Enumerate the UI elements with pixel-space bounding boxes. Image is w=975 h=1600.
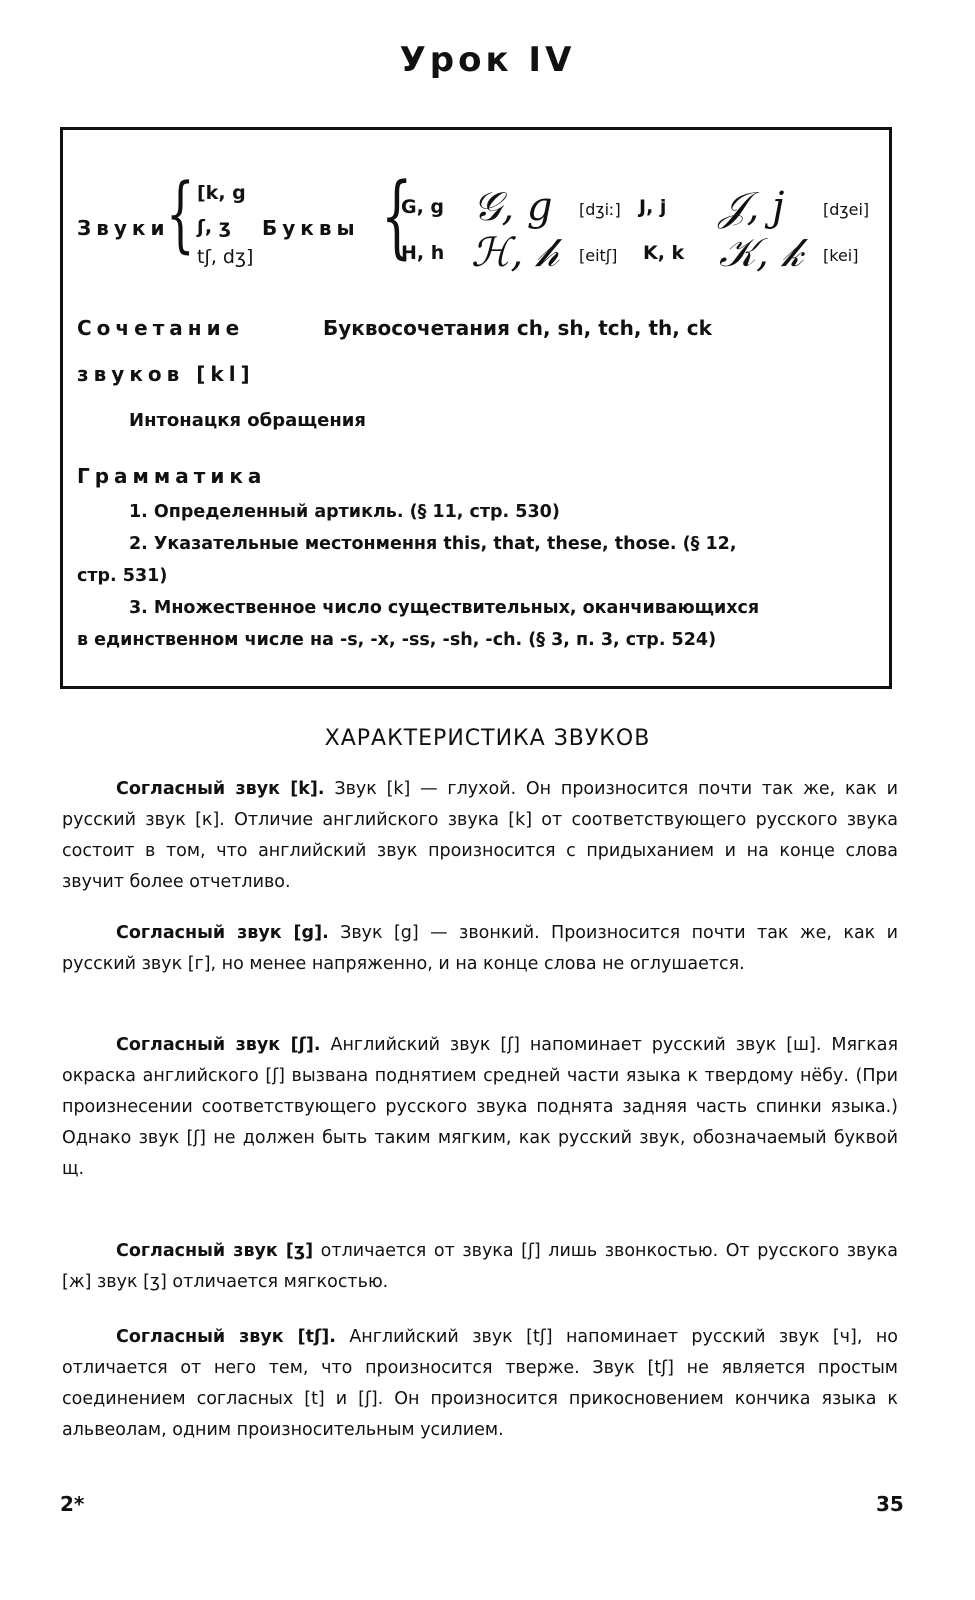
letter-k-transcription: [kei] [823, 246, 859, 265]
letter-j-script: 𝒥, 𝑗 [719, 184, 785, 230]
paragraph-sh-text: Английский звук [ʃ] напоминает русский звук [ш]. Мягкая окраска английского [ʃ] вызвана поднятием средней части языка к твердому нёбу. (При произнесении соответствующего русского звука поднята задняя часть спинки языка.) Однако звук [ʃ] не должен быть таким мягким, как русский звук, обозначаемый буквой щ. [62, 1035, 898, 1179]
paragraph-ch-lead: Согласный звук [tʃ]. [116, 1327, 336, 1347]
letter-j-transcription: [dʒei] [823, 200, 870, 219]
letter-g-transcription: [dʒiː] [579, 200, 621, 219]
paragraph-sh [62, 1030, 898, 1185]
paragraph-zh-lead: Согласный звук [ʒ] [116, 1241, 314, 1261]
page-title: Урок IV [399, 40, 576, 80]
letter-k-script: 𝒦, 𝓀 [719, 230, 804, 276]
sounds-line-2: ʃ, ʒ [197, 216, 231, 238]
sounds-label: Звуки [77, 216, 170, 240]
lesson-summary-box [60, 127, 892, 689]
grammar-item-3-cont: в единственном числе на -s, -x, -ss, -sh, -ch. (§ 3, п. 3, стр. 524) [77, 630, 717, 650]
grammar-item-3: 3. Множественное число существительных, оканчивающихся [129, 598, 760, 618]
letter-h-script: ℋ, 𝒽 [471, 230, 559, 276]
page-number: 35 [876, 1492, 904, 1516]
letter-h-print: H, h [401, 242, 445, 264]
combination-label: Сочетание [77, 316, 245, 340]
paragraph-g-lead: Согласный звук [g]. [116, 923, 329, 943]
section-heading: ХАРАКТЕРИСТИКА ЗВУКОВ [324, 726, 651, 751]
paragraph-k [62, 774, 898, 898]
grammar-item-1: 1. Определенный артикль. (§ 11, стр. 530) [129, 502, 560, 522]
sounds-brace: { [166, 167, 195, 262]
paragraph-ch-text: Английский звук [tʃ] напоминает русский звук [ч], но отличается от него тем, что произносится тверже. Звук [tʃ] не является простым соединением согласных [t] и [ʃ]. Он произносится прикосновением кончика языка к альвеолам, одним произносительным усилием. [62, 1327, 898, 1440]
sounds-line-3: tʃ, dʒ] [197, 246, 254, 268]
grammar-item-2-cont: стр. 531) [77, 566, 168, 586]
combination-label-line-2: звуков [kl] [77, 362, 255, 386]
letter-g-print: G, g [401, 196, 445, 218]
letter-combinations: Буквосочетания ch, sh, tch, th, ck [323, 316, 712, 340]
letter-j-print: J, j [639, 196, 667, 218]
paragraph-k-lead: Согласный звук [k]. [116, 779, 325, 799]
grammar-label: Грамматика [77, 464, 267, 488]
signature-mark: 2* [60, 1492, 85, 1516]
grammar-item-2: 2. Указательные местонмення this, that, these, those. (§ 12, [129, 534, 737, 554]
paragraph-sh-lead: Согласный звук [ʃ]. [116, 1035, 321, 1055]
letter-g-script: 𝒢, 𝑔 [473, 184, 553, 230]
paragraph-g [62, 918, 898, 980]
paragraph-ch [62, 1322, 898, 1446]
letters-brace: { [381, 164, 413, 269]
letter-k-print: K, k [643, 242, 685, 264]
paragraph-k-text: Звук [k] — глухой. Он произносится почти так же, как и русский звук [к]. Отличие английского звука [k] от соответствующего русского звука состоит в том, что английский звук произносится с придыханием и на конце слова звучит более отчетливо. [62, 779, 898, 892]
paragraph-zh-text: отличается от звука [ʃ] лишь звонкостью. От русского звука [ж] звук [ʒ] отличается мягкостью. [62, 1241, 898, 1292]
intonation-topic: Интонацкя обращения [129, 410, 366, 431]
paragraph-zh [62, 1236, 898, 1298]
letter-h-transcription: [eitʃ] [579, 246, 618, 265]
sounds-line-1: [k, g [197, 182, 246, 204]
paragraph-g-text: Звук [g] — звонкий. Произносится почти так же, как и русский звук [г], но менее напряженно, и на конце слова не оглушается. [62, 923, 898, 974]
letters-label: Буквы [262, 216, 360, 240]
